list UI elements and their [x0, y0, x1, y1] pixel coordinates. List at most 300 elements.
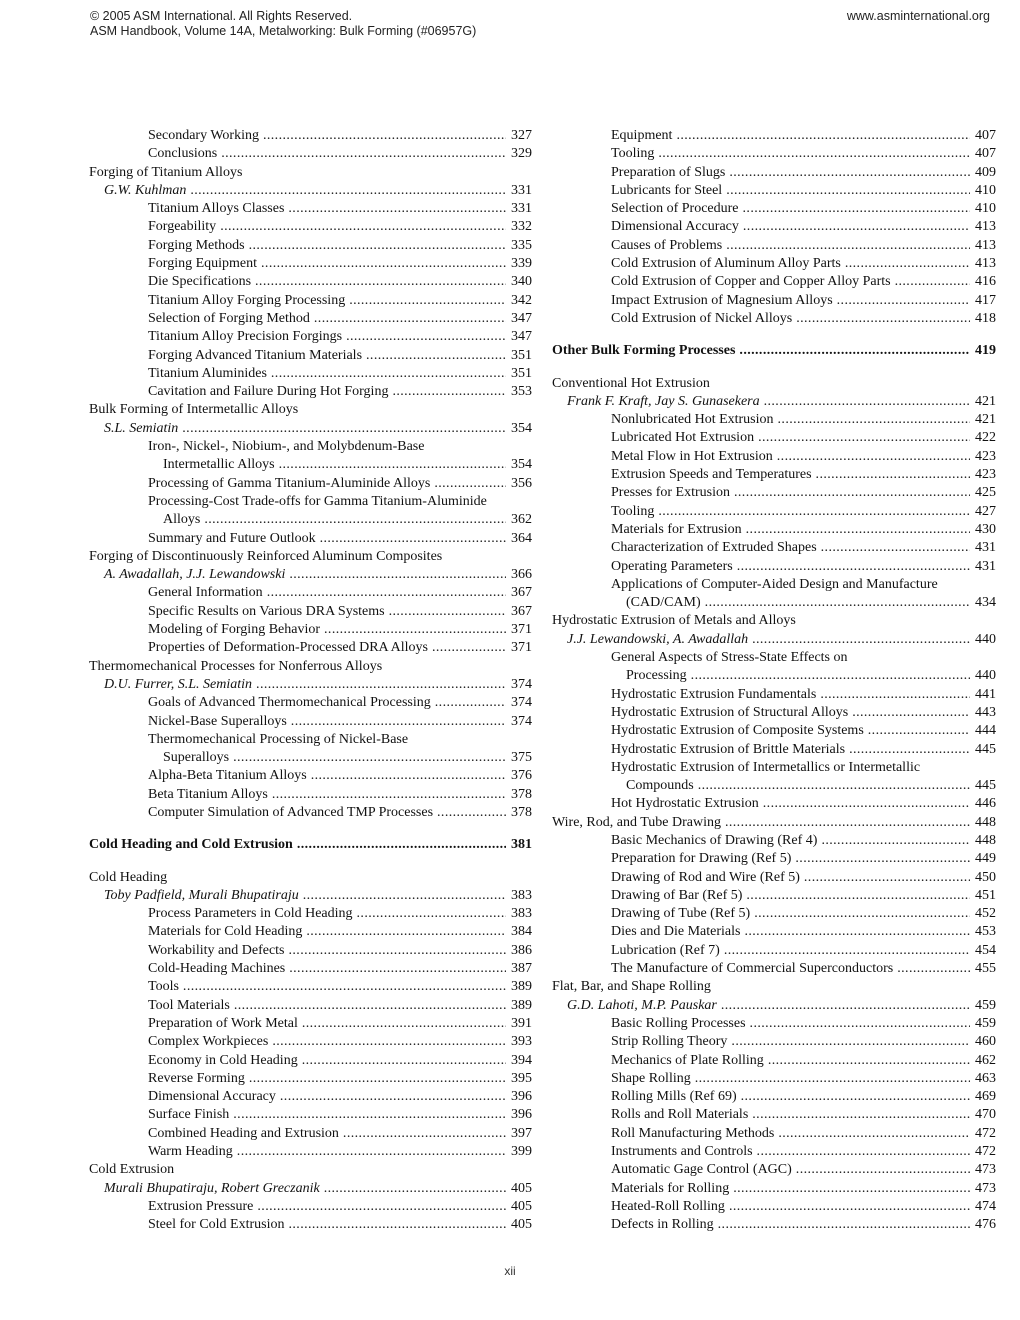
toc-page-number: 367 [511, 585, 532, 601]
toc-entry-title: Hydrostatic Extrusion of Structural Alloys [611, 704, 849, 720]
dot-leader [743, 200, 970, 218]
toc-subsection-entry[interactable] [552, 1106, 996, 1124]
toc-page-number: 454 [975, 942, 996, 958]
dot-leader [182, 420, 506, 438]
toc-page-number: 413 [975, 256, 996, 272]
toc-subsection-entry[interactable] [552, 164, 996, 182]
dot-leader [821, 539, 970, 557]
toc-entry-title: Drawing of Bar (Ref 5) [611, 887, 743, 903]
dot-leader [256, 676, 506, 694]
toc-subsection-entry[interactable] [89, 328, 532, 346]
toc-entry-title: Nickel-Base Superalloys [148, 713, 287, 729]
toc-subsection-entry[interactable] [89, 997, 532, 1015]
toc-subsection-entry[interactable] [89, 365, 532, 383]
toc-entry-title: Processing-Cost Trade-offs for Gamma Titanium-Aluminide [148, 493, 487, 509]
toc-entry-title: General Information [148, 585, 263, 601]
dot-leader [724, 942, 970, 960]
toc-page-number: 413 [975, 219, 996, 235]
toc-page-number: 422 [975, 430, 996, 446]
toc-chapter-entry[interactable] [552, 375, 996, 393]
toc-entry-title: Equipment [611, 128, 673, 143]
toc-author-entry[interactable] [552, 997, 996, 1015]
toc-page-number: 389 [511, 997, 532, 1013]
toc-subsection-entry[interactable] [89, 1106, 532, 1124]
dot-leader [658, 145, 970, 163]
toc-subsection-entry[interactable] [552, 1143, 996, 1161]
toc-page-number: 416 [975, 274, 996, 290]
toc-chapter-entry[interactable] [552, 814, 996, 832]
toc-page-number: 374 [511, 676, 532, 692]
dot-leader [757, 1143, 970, 1161]
toc-subsection-entry[interactable] [89, 960, 532, 978]
toc-subsection-entry[interactable] [552, 741, 996, 759]
toc-subsection-entry[interactable] [89, 1015, 532, 1033]
toc-entry-title: Dies and Die Materials [611, 924, 741, 940]
dot-leader [849, 741, 970, 759]
toc-subsection-entry[interactable] [89, 1052, 532, 1070]
toc-entry-title: D.U. Furrer, S.L. Semiatin [104, 676, 253, 692]
toc-subsection-entry[interactable] [89, 923, 532, 941]
dot-leader [695, 1070, 970, 1088]
toc-page-number: 347 [511, 310, 532, 326]
toc-entry-title: The Manufacture of Commercial Superconductors [611, 961, 894, 977]
toc-entry-title: Surface Finish [148, 1107, 230, 1123]
toc-subsection-entry[interactable] [552, 200, 996, 218]
toc-subsection-entry[interactable] [89, 749, 532, 767]
toc-subsection-entry[interactable] [552, 722, 996, 740]
toc-subsection-entry[interactable] [552, 484, 996, 502]
toc-chapter-entry[interactable] [552, 612, 996, 630]
toc-entry-title: Bulk Forming of Intermetallic Alloys [89, 402, 299, 418]
toc-entry-title: Defects in Rolling [611, 1217, 714, 1233]
toc-page-number: 331 [511, 201, 532, 217]
toc-subsection-entry[interactable] [552, 1180, 996, 1198]
toc-subsection-entry[interactable] [552, 218, 996, 236]
toc-entry-title: Drawing of Tube (Ref 5) [611, 906, 751, 922]
toc-page-number: 448 [975, 814, 996, 830]
toc-entry-title: Cold Extrusion of Copper and Copper Alloy Parts [611, 274, 891, 290]
toc-page-number: 423 [975, 467, 996, 483]
toc-page-number: 431 [975, 558, 996, 574]
dot-leader [279, 456, 506, 474]
toc-chapter-entry[interactable] [89, 164, 532, 182]
dot-leader [389, 603, 506, 621]
dot-leader [346, 328, 506, 346]
toc-subsection-entry[interactable] [89, 731, 532, 749]
toc-page-number: 339 [511, 256, 532, 272]
toc-subsection-entry[interactable] [552, 1161, 996, 1179]
toc-entry-title: Properties of Deformation-Processed DRA Alloys [148, 640, 428, 656]
toc-page-number: 375 [511, 750, 532, 766]
toc-subsection-entry[interactable] [89, 292, 532, 310]
toc-page-number: 374 [511, 713, 532, 729]
toc-subsection-entry[interactable] [89, 1216, 532, 1234]
dot-leader [750, 1015, 970, 1033]
toc-page-number: 362 [511, 512, 532, 528]
toc-page-number: 419 [975, 343, 996, 359]
dot-leader [288, 200, 506, 218]
toc-entry-title: A. Awadallah, J.J. Lewandowski [104, 567, 286, 583]
dot-leader [752, 1106, 970, 1124]
dot-leader [895, 273, 970, 291]
toc-entry-title: Basic Rolling Processes [611, 1015, 746, 1031]
dot-leader [746, 887, 970, 905]
toc-entry-title: Goals of Advanced Thermomechanical Processing [148, 695, 431, 711]
toc-subsection-entry[interactable] [89, 767, 532, 785]
toc-section-heading[interactable] [552, 342, 996, 360]
dot-leader [777, 448, 970, 466]
toc-subsection-entry[interactable] [552, 777, 996, 795]
toc-subsection-entry[interactable] [552, 429, 996, 447]
toc-subsection-entry[interactable] [552, 832, 996, 850]
toc-entry-title: Secondary Working [148, 128, 259, 143]
toc-subsection-entry[interactable] [552, 869, 996, 887]
toc-subsection-entry[interactable] [89, 1125, 532, 1143]
toc-entry-title: Computer Simulation of Advanced TMP Processes [148, 804, 434, 820]
toc-entry-title: Flat, Bar, and Shape Rolling [552, 979, 711, 995]
dot-leader [357, 905, 506, 923]
toc-page-number: 446 [975, 796, 996, 812]
toc-chapter-entry[interactable] [552, 978, 996, 996]
toc-subsection-entry[interactable] [552, 1033, 996, 1051]
toc-entry-title: Alloys [163, 512, 201, 528]
dot-leader [837, 292, 970, 310]
dot-leader [721, 997, 970, 1015]
toc-entry-title: Thermomechanical Processing of Nickel-Base [148, 731, 409, 747]
toc-subsection-entry[interactable] [89, 127, 532, 145]
dot-leader [249, 1070, 506, 1088]
dot-leader [718, 1216, 970, 1234]
toc-entry-title: Superalloys [163, 750, 230, 766]
toc-subsection-entry[interactable] [552, 182, 996, 200]
toc-subsection-entry[interactable] [552, 576, 996, 594]
toc-page-number: 366 [511, 567, 532, 583]
toc-page-number: 351 [511, 365, 532, 381]
toc-subsection-entry[interactable] [89, 584, 532, 602]
toc-subsection-entry[interactable] [552, 686, 996, 704]
toc-page-number: 331 [511, 182, 532, 198]
toc-page-number: 395 [511, 1070, 532, 1086]
dot-leader [821, 832, 970, 850]
toc-entry-title: Heated-Roll Rolling [611, 1198, 725, 1214]
toc-subsection-entry[interactable] [89, 456, 532, 474]
toc-subsection-entry[interactable] [552, 539, 996, 557]
toc-subsection-entry[interactable] [552, 558, 996, 576]
toc-page-number: 371 [511, 640, 532, 656]
toc-subsection-entry[interactable] [552, 850, 996, 868]
toc-entry-title: Cold Extrusion of Nickel Alloys [611, 310, 793, 326]
toc-entry-title: Hydrostatic Extrusion Fundamentals [611, 686, 817, 702]
toc-subsection-entry[interactable] [552, 310, 996, 328]
dot-leader [289, 960, 506, 978]
toc-subsection-entry[interactable] [552, 503, 996, 521]
toc-subsection-entry[interactable] [89, 1070, 532, 1088]
toc-page-number: 472 [975, 1144, 996, 1160]
toc-subsection-entry[interactable] [89, 383, 532, 401]
toc-subsection-entry[interactable] [89, 621, 532, 639]
dot-leader [311, 767, 506, 785]
toc-subsection-entry[interactable] [89, 1143, 532, 1161]
dot-leader [255, 273, 506, 291]
dot-leader [733, 1180, 970, 1198]
toc-entry-title: Strip Rolling Theory [611, 1034, 728, 1050]
toc-subsection-entry[interactable] [89, 694, 532, 712]
toc-subsection-entry[interactable] [552, 1088, 996, 1106]
toc-entry-title: Warm Heading [148, 1144, 233, 1160]
dot-leader [658, 503, 970, 521]
dot-leader [314, 310, 506, 328]
toc-page-number: 386 [511, 942, 532, 958]
toc-subsection-entry[interactable] [552, 145, 996, 163]
toc-entry-title: Conclusions [148, 146, 218, 162]
toc-entry-title: Compounds [626, 778, 694, 794]
toc-right-column [552, 127, 996, 1235]
toc-subsection-entry[interactable] [89, 511, 532, 529]
toc-entry-title: Dimensional Accuracy [148, 1089, 276, 1105]
toc-author-entry[interactable] [89, 676, 532, 694]
toc-entry-title: Rolls and Roll Materials [611, 1107, 749, 1123]
dot-leader [816, 466, 970, 484]
toc-entry-title: Murali Bhupatiraju, Robert Greczanik [104, 1180, 320, 1196]
toc-subsection-entry[interactable] [89, 310, 532, 328]
dot-leader [291, 713, 506, 731]
toc-subsection-entry[interactable] [552, 1070, 996, 1088]
toc-subsection-entry[interactable] [552, 942, 996, 960]
toc-page-number: 353 [511, 384, 532, 400]
dot-leader [796, 1161, 970, 1179]
copyright-notice: © 2005 ASM International. All Rights Reserved. [90, 9, 353, 23]
toc-page-number: 421 [975, 393, 996, 409]
toc-page-number: 342 [511, 292, 532, 308]
toc-author-entry[interactable] [552, 393, 996, 411]
toc-entry-title: Metal Flow in Hot Extrusion [611, 448, 773, 464]
toc-chapter-entry[interactable] [89, 658, 532, 676]
toc-entry-title: Tooling [611, 503, 655, 519]
toc-page-number: 455 [975, 961, 996, 977]
toc-page-number: 378 [511, 804, 532, 820]
toc-subsection-entry[interactable] [89, 639, 532, 657]
toc-subsection-entry[interactable] [552, 795, 996, 813]
toc-subsection-entry[interactable] [89, 978, 532, 996]
toc-entry-title: Frank F. Kraft, Jay S. Gunasekera [567, 393, 760, 409]
toc-page-number: 463 [975, 1070, 996, 1086]
toc-entry-title: Rolling Mills (Ref 69) [611, 1089, 737, 1105]
dot-leader [739, 342, 970, 360]
toc-entry-title: Automatic Gage Control (AGC) [611, 1162, 792, 1178]
toc-page-number: 335 [511, 237, 532, 253]
toc-subsection-entry[interactable] [89, 347, 532, 365]
toc-subsection-entry[interactable] [89, 1198, 532, 1216]
toc-entry-title: Hydrostatic Extrusion of Composite Systems [611, 723, 864, 739]
toc-subsection-entry[interactable] [552, 759, 996, 777]
toc-page-number: 329 [511, 146, 532, 162]
toc-subsection-entry[interactable] [552, 960, 996, 978]
book-title: ASM Handbook, Volume 14A, Metalworking: Bulk Forming (#06957G) [90, 24, 477, 38]
toc-page-number: 407 [975, 128, 996, 143]
toc-subsection-entry[interactable] [552, 905, 996, 923]
toc-entry-title: Cold Heading [89, 869, 168, 885]
toc-page-number: 444 [975, 723, 996, 739]
toc-page-number: 409 [975, 164, 996, 180]
toc-entry-title: Selection of Forging Method [148, 310, 310, 326]
toc-page-number: 405 [511, 1180, 532, 1196]
toc-entry-title: Titanium Alloys Classes [148, 201, 285, 217]
toc-page-number: 378 [511, 786, 532, 802]
toc-subsection-entry[interactable] [552, 1015, 996, 1033]
toc-subsection-entry[interactable] [552, 127, 996, 145]
toc-subsection-entry[interactable] [552, 887, 996, 905]
dot-leader [234, 997, 506, 1015]
toc-subsection-entry[interactable] [552, 594, 996, 612]
toc-page-number: 452 [975, 906, 996, 922]
toc-entry-title: Cold-Heading Machines [148, 961, 286, 977]
toc-entry-title: Titanium Aluminides [148, 365, 267, 381]
toc-subsection-entry[interactable] [552, 923, 996, 941]
toc-entry-title: Basic Mechanics of Drawing (Ref 4) [611, 832, 818, 848]
dot-leader [845, 255, 970, 273]
toc-entry-title: Combined Heading and Extrusion [148, 1125, 339, 1141]
toc-subsection-entry[interactable] [89, 200, 532, 218]
toc-entry-title: Extrusion Speeds and Temperatures [611, 467, 812, 483]
dot-leader [705, 594, 970, 612]
toc-entry-title: Tooling [611, 146, 655, 162]
toc-entry-title: Tool Materials [148, 997, 230, 1013]
toc-subsection-entry[interactable] [89, 145, 532, 163]
toc-subsection-entry[interactable] [552, 704, 996, 722]
toc-page-number: 425 [975, 485, 996, 501]
toc-subsection-entry[interactable] [89, 530, 532, 548]
dot-leader [726, 182, 970, 200]
toc-entry-title: General Aspects of Stress-State Effects on [611, 650, 848, 666]
toc-page-number: 449 [975, 851, 996, 867]
toc-subsection-entry[interactable] [552, 292, 996, 310]
toc-subsection-entry[interactable] [89, 1088, 532, 1106]
toc-entry-title: Cold Extrusion [89, 1162, 175, 1178]
dot-leader [302, 1052, 506, 1070]
toc-subsection-entry[interactable] [89, 942, 532, 960]
toc-chapter-entry[interactable] [89, 401, 532, 419]
toc-subsection-entry[interactable] [89, 237, 532, 255]
toc-page-number: 417 [975, 292, 996, 308]
dot-leader [204, 511, 506, 529]
toc-subsection-entry[interactable] [89, 255, 532, 273]
toc-page-number: 473 [975, 1180, 996, 1196]
dot-leader [190, 182, 506, 200]
toc-subsection-entry[interactable] [89, 786, 532, 804]
toc-page-number: 393 [511, 1034, 532, 1050]
toc-page-number: 381 [511, 837, 532, 853]
toc-entry-title: Lubricated Hot Extrusion [611, 430, 755, 446]
toc-entry-title: Die Specifications [148, 274, 252, 290]
toc-entry-title: Toby Padfield, Murali Bhupatiraju [104, 887, 299, 903]
toc-page-number: 410 [975, 182, 996, 198]
toc-page-number: 389 [511, 979, 532, 995]
toc-entry-title: Summary and Future Outlook [148, 530, 316, 546]
toc-subsection-entry[interactable] [552, 649, 996, 667]
toc-section-heading[interactable] [89, 836, 532, 854]
toc-subsection-entry[interactable] [552, 1125, 996, 1143]
toc-page-number: 430 [975, 521, 996, 537]
toc-entry-title: Specific Results on Various DRA Systems [148, 603, 385, 619]
dot-leader [852, 704, 970, 722]
toc-subsection-entry[interactable] [552, 273, 996, 291]
dot-leader [820, 686, 970, 704]
toc-entry-title: Materials for Extrusion [611, 521, 742, 537]
toc-page-number: 396 [511, 1089, 532, 1105]
toc-entry-title: Cold Extrusion of Aluminum Alloy Parts [611, 256, 841, 272]
toc-subsection-entry[interactable] [552, 411, 996, 429]
toc-page-number: 332 [511, 219, 532, 235]
toc-subsection-entry[interactable] [89, 713, 532, 731]
toc-subsection-entry[interactable] [552, 1216, 996, 1234]
dot-leader [272, 1033, 506, 1051]
toc-page-number: 407 [975, 146, 996, 162]
toc-entry-title: Forging of Titanium Alloys [89, 164, 243, 180]
toc-page-number: 460 [975, 1034, 996, 1050]
toc-page-number: 462 [975, 1052, 996, 1068]
toc-entry-title: Cavitation and Failure During Hot Forging [148, 384, 389, 400]
toc-subsection-entry[interactable] [89, 804, 532, 822]
toc-page-number: 396 [511, 1107, 532, 1123]
toc-chapter-entry[interactable] [89, 1161, 532, 1179]
toc-page-number: 364 [511, 530, 532, 546]
toc-subsection-entry[interactable] [552, 255, 996, 273]
toc-subsection-entry[interactable] [89, 905, 532, 923]
toc-subsection-entry[interactable] [89, 218, 532, 236]
toc-subsection-entry[interactable] [89, 603, 532, 621]
toc-author-entry[interactable] [552, 631, 996, 649]
toc-entry-title: Titanium Alloy Precision Forgings [148, 329, 343, 345]
toc-author-entry[interactable] [89, 887, 532, 905]
toc-subsection-entry[interactable] [89, 475, 532, 493]
toc-chapter-entry[interactable] [89, 548, 532, 566]
toc-entry-title: Applications of Computer-Aided Design and Manufacture [611, 576, 938, 592]
toc-subsection-entry[interactable] [552, 1052, 996, 1070]
dot-leader [432, 639, 506, 657]
toc-page-number: 399 [511, 1144, 532, 1160]
toc-author-entry[interactable] [89, 566, 532, 584]
toc-subsection-entry[interactable] [552, 237, 996, 255]
toc-page-number: 476 [975, 1217, 996, 1233]
dot-leader [764, 393, 970, 411]
toc-subsection-entry[interactable] [552, 521, 996, 539]
toc-subsection-entry[interactable] [552, 1198, 996, 1216]
toc-subsection-entry[interactable] [552, 667, 996, 685]
toc-entry-title: Forging of Discontinuously Reinforced Aluminum Composites [89, 548, 443, 564]
toc-page-number: 371 [511, 622, 532, 638]
toc-entry-title: Complex Workpieces [148, 1034, 269, 1050]
toc-entry-title: Hydrostatic Extrusion of Brittle Materials [611, 741, 846, 757]
dot-leader [758, 429, 970, 447]
toc-author-entry[interactable] [89, 182, 532, 200]
toc-chapter-entry[interactable] [89, 869, 532, 887]
dot-leader [752, 631, 970, 649]
toc-entry-title: Characterization of Extruded Shapes [611, 540, 817, 556]
toc-subsection-entry[interactable] [552, 448, 996, 466]
website-url[interactable]: www.asminternational.org [846, 9, 990, 23]
toc-subsection-entry[interactable] [552, 466, 996, 484]
toc-subsection-entry[interactable] [89, 438, 532, 456]
toc-author-entry[interactable] [89, 1180, 532, 1198]
dot-leader [272, 786, 506, 804]
page-header-left [90, 9, 476, 39]
toc-subsection-entry[interactable] [89, 273, 532, 291]
toc-page-number: 445 [975, 741, 996, 757]
toc-subsection-entry[interactable] [89, 1033, 532, 1051]
dot-leader [868, 722, 970, 740]
toc-author-entry[interactable] [89, 420, 532, 438]
toc-subsection-entry[interactable] [89, 493, 532, 511]
